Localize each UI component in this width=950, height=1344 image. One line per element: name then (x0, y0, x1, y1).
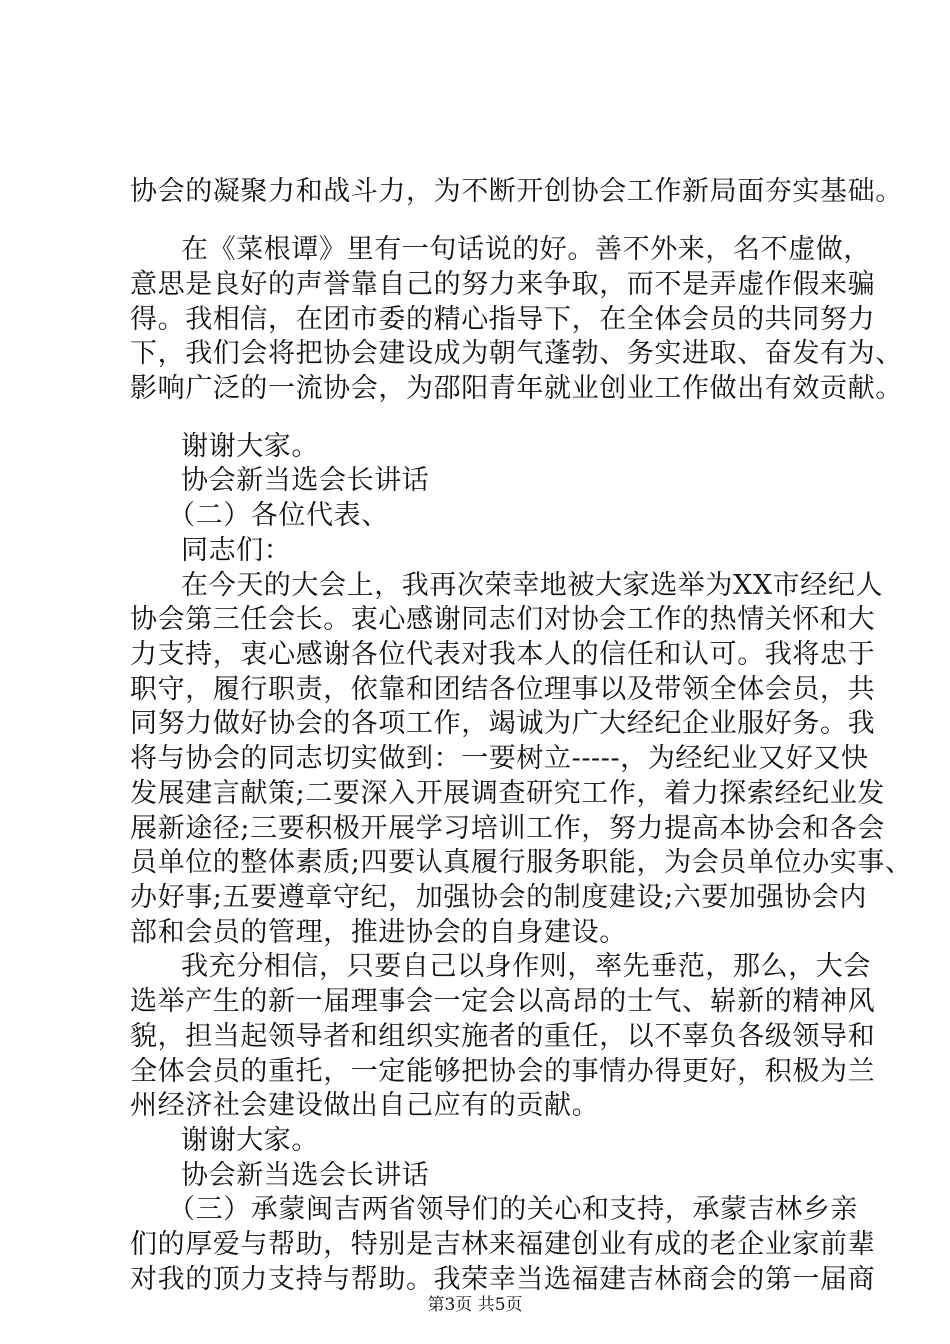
text-line: 谢谢大家。 (181, 1125, 319, 1156)
text-line: 下，我们会将把协会建设成为朝气蓬勃、务实进取、奋发有为、 (130, 338, 903, 369)
section-heading: 协会新当选会长讲话 (181, 465, 430, 496)
text-line: 协会的凝聚力和战斗力，为不断开创协会工作新局面夯实基础。 (130, 176, 903, 207)
text-line: （三）承蒙闽吉两省领导们的关心和支持，承蒙吉林乡亲 (168, 1194, 858, 1225)
text-line: 办好事;五要遵章守纪，加强协会的制度建设;六要加强协会内 (130, 882, 867, 913)
text-line: 意思是良好的声誉靠自己的努力来争取，而不是弄虚作假来骗 (130, 269, 876, 300)
text-line: 影响广泛的一流协会，为邵阳青年就业创业工作做出有效贡献。 (130, 373, 903, 404)
text-line: 将与协会的同志切实做到：一要树立-----，为经纪业又好又快 (130, 743, 869, 774)
text-line: 职守，履行职责，依靠和团结各位理事以及带领全体会员，共 (130, 674, 876, 705)
text-line: 在《菜根谭》里有一句话说的好。善不外来，名不虚做， (181, 234, 871, 265)
text-line: （二）各位代表、 (168, 500, 389, 531)
text-line: 同志们： (181, 535, 292, 566)
text-line: 部和会员的管理，推进协会的自身建设。 (130, 917, 627, 948)
text-line: 协会第三任会长。衷心感谢同志们对协会工作的热情关怀和大 (130, 604, 876, 635)
text-line: 州经济社会建设做出自己应有的贡献。 (130, 1090, 600, 1121)
page-number: 第3页 共5页 (427, 1295, 523, 1315)
text-line: 选举产生的新一届理事会一定会以高昂的士气、崭新的精神风 (130, 986, 876, 1017)
text-line: 貌，担当起领导者和组织实施者的重任，以不辜负各级领导和 (130, 1021, 876, 1052)
text-line: 得。我相信，在团市委的精心指导下，在全体会员的共同努力 (130, 304, 876, 335)
text-line: 我充分相信，只要自己以身作则，率先垂范，那么，大会 (181, 951, 871, 982)
text-line: 力支持，衷心感谢各位代表对我本人的信任和认可。我将忠于 (130, 639, 876, 670)
text-line: 展新途径;三要积极开展学习培训工作，努力提高本协会和各会 (130, 813, 885, 844)
text-line: 同努力做好协会的各项工作，竭诚为广大经纪企业服好务。我 (130, 708, 876, 739)
text-line: 发展建言献策;二要深入开展调查研究工作，着力探索经纪业发 (130, 778, 885, 809)
text-line: 谢谢大家。 (181, 431, 319, 462)
section-heading: 协会新当选会长讲话 (181, 1160, 430, 1191)
text-line: 在今天的大会上，我再次荣幸地被大家选举为XX市经纪人 (181, 570, 884, 601)
text-line: 全体会员的重托，一定能够把协会的事情办得更好，积极为兰 (130, 1056, 876, 1087)
text-line: 们的厚爱与帮助，特别是吉林来福建创业有成的老企业家前辈 (130, 1229, 876, 1260)
text-line: 对我的顶力支持与帮助。我荣幸当选福建吉林商会的第一届商 (130, 1264, 876, 1295)
text-line: 员单位的整体素质;四要认真履行服务职能，为会员单位办实事、 (130, 847, 913, 878)
